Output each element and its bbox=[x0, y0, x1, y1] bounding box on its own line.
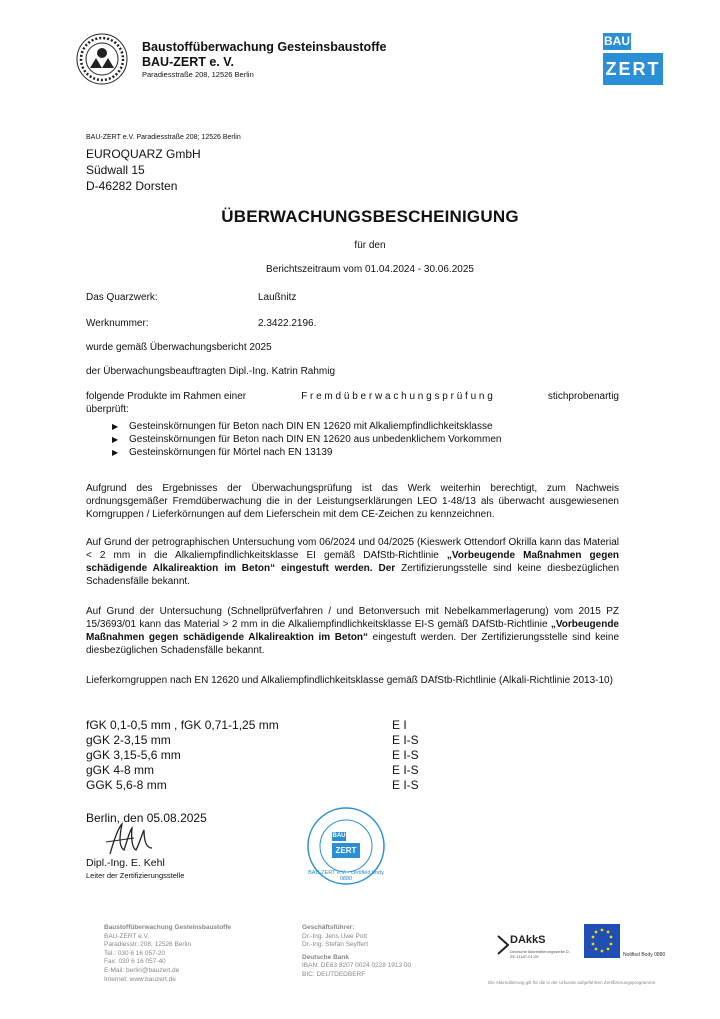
bauzert-logo bbox=[603, 33, 663, 85]
table-row: gGK 4-8 mm E I-S bbox=[86, 763, 419, 777]
table-row: gGK 3,15-5,6 mm E I-S bbox=[86, 748, 419, 762]
header-seal bbox=[76, 33, 128, 85]
guideline-title-2: „Vorbeugende Maßnahmen gegen schädigende Alkalireaktion im Beton“ bbox=[86, 619, 619, 643]
bullet-icon: ▶ bbox=[112, 448, 119, 457]
footer-management: Geschäftsführer: Dr.-Ing. Jens Uwe Pott Dr.-Ing. Stefan Seyffert Deutsche Bank IBAN: DE63 8207 0024 0228 1913 00 BIC: DEUTDEDBERF bbox=[302, 924, 412, 978]
plant-label: Das Quarzwerk: bbox=[86, 292, 158, 303]
grain-group-table bbox=[86, 718, 419, 793]
list-item: ▶ Gesteinskörnungen für Beton nach DIN EN 12620 aus unbedenklichem Vorkommen bbox=[112, 434, 502, 445]
plant-number-value: 2.3422.2196. bbox=[258, 318, 317, 329]
recipient-block bbox=[86, 146, 201, 194]
place-date: Berlin, den 05.08.2025 bbox=[86, 811, 207, 825]
table-row: gGK 2-3,15 mm E I-S bbox=[86, 733, 419, 747]
recipient-name: EUROQUARZ GmbH bbox=[86, 147, 201, 161]
guideline-title: „Vorbeugende Maßnahmen gegen schädigende Alkalireaktion im Beton“ eingestuft werden. Der bbox=[86, 550, 620, 574]
for-the-line: für den bbox=[354, 240, 386, 251]
table-row: fGK 0,1-0,5 mm , fGK 0,71-1,25 mm E I bbox=[86, 718, 407, 732]
signer-role: Leiter der Zertifizierungsstelle bbox=[86, 871, 185, 880]
sender-line: BAU-ZERT e.V. Paradiesstraße 208; 12526 Berlin bbox=[86, 134, 241, 141]
signer-name: Dipl.-Ing. E. Kehl bbox=[86, 857, 165, 869]
plant-value: Laußnitz bbox=[258, 292, 297, 303]
product-list bbox=[112, 420, 501, 459]
seal-icon bbox=[76, 33, 128, 85]
logo-top: BAU bbox=[604, 34, 630, 48]
org-name: Baustoffüberwachung Gesteinsbaustoffe bbox=[142, 40, 387, 54]
document-title: ÜBERWACHUNGSBESCHEINIGUNG bbox=[221, 207, 519, 226]
org-short: BAU-ZERT e. V. bbox=[142, 55, 234, 69]
list-item: ▶ Gesteinskörnungen für Mörtel nach EN 13139 bbox=[112, 447, 333, 458]
products-intro-b: stichprobenartig bbox=[547, 391, 619, 402]
header-org bbox=[142, 40, 386, 70]
report-period: Berichtszeitraum vom 01.04.2024 - 30.06.2025 bbox=[266, 264, 474, 275]
paragraph-authorization: Aufgrund des Ergebnisses der Überwachungsprüfung ist das Werk weiterhin berechtigt, zum Nachweis ordnungsgemäßer Fremdüberwachung die in der Leistungserklärungen LEO 1-48/13 als überwacht ausgewiesenen Korngruppen / Lieferkörnungen auf dem Lieferschein mit dem CE-Zeichen zu kennzeichnen. bbox=[86, 483, 619, 520]
paragraph-petrographic: Auf Grund der petrographischen Untersuchung vom 06/2024 und 04/2025 (Kieswerk Ottendorf Okrilla kann das Material < 2 mm in die Alkaliempfindlichkeitsklasse EI gemäß DAfStb-Richtlinie „Vorbeugende Maßnahmen gegen schädigende Alkalireaktion im Beton“ eingestuft werden. Der Zertifizierungsstelle sind keine diesbezüglichen Schadensfälle bekannt. bbox=[86, 537, 620, 587]
plant-number-label: Werknummer: bbox=[86, 318, 149, 329]
products-intro-a: folgende Produkte im Rahmen einer bbox=[86, 391, 247, 402]
logo-bottom: ZERT bbox=[603, 53, 663, 85]
signature-icon bbox=[104, 820, 160, 860]
report-line: wurde gemäß Überwachungsbericht 2025 bbox=[86, 342, 272, 353]
stamp-top: BAU bbox=[332, 833, 346, 839]
officer-line: der Überwachungsbeauftragten Dipl.-Ing. Katrin Rahmig bbox=[86, 366, 336, 377]
recipient-street: Südwall 15 bbox=[86, 163, 145, 177]
stamp-ring-text: BAU-ZERT e.V. · certified body 0880 bbox=[308, 870, 384, 882]
accreditation-note: Die Akkreditierung gilt für die in der Urkunde aufgeführten Zertifizierungsprogramme. bbox=[488, 980, 657, 985]
products-intro-spaced: F r e m d ü b e r w a c h u n g s p r ü f u n g bbox=[301, 391, 493, 402]
dakks-icon bbox=[496, 934, 510, 956]
certification-stamp bbox=[306, 806, 386, 886]
org-address: Paradiesstraße 208, 12526 Berlin bbox=[142, 70, 254, 79]
bullet-icon: ▶ bbox=[112, 422, 119, 431]
notified-body-label: Notified Body 0880 bbox=[623, 952, 666, 958]
recipient-city: D-46282 Dorsten bbox=[86, 179, 178, 193]
paragraph-delivery-groups: Lieferkorngruppen nach EN 12620 und Alkaliempfindlichkeitsklasse gemäß DAfStb-Richtlinie (Alkali-Richtlinie 2013-10) bbox=[86, 675, 613, 686]
stamp-bottom: ZERT bbox=[335, 846, 357, 855]
eu-flag-icon bbox=[584, 924, 620, 958]
bullet-icon: ▶ bbox=[112, 435, 119, 444]
products-intro-c: überprüft: bbox=[86, 404, 129, 415]
paragraph-rapid-test: Auf Grund der Untersuchung (Schnellprüfverfahren / und Betonversuch mit Nebelkammerlagerung) vom 2015 PZ 15/3693/01 kann das Material > 2 mm in die Alkaliempfindlichkeitsklasse EI-S gemäß DAfStb-Richtlinie „Vorbeugende Maßnahmen gegen schädigende Alkalireaktion im Beton“ eingestuft werden. Der Zertifizierungsstelle sind keine diesbezüglichen Schadensfälle bekannt. bbox=[86, 606, 619, 656]
list-item: ▶ Gesteinskörnungen für Beton nach DIN EN 12620 mit Alkaliempfindlichkeitsklasse bbox=[112, 421, 493, 432]
table-row: GGK 5,6-8 mm E I-S bbox=[86, 778, 419, 792]
footer-org: Baustoffüberwachung Gesteinsbaustoffe BAU-ZERT e.V. Paradiesstr. 208, 12526 Berlin Tel.: 030 6 16 057-20 Fax: 030 6 16 057-40 E-Mail: berlin@bauzert.de Internet: www.bauzert.de bbox=[104, 924, 232, 983]
products-intro bbox=[86, 390, 619, 416]
dakks-logo: DAkkS Deutsche Akkreditierungsstelle D-ZE-11187-01-00 bbox=[496, 932, 576, 968]
